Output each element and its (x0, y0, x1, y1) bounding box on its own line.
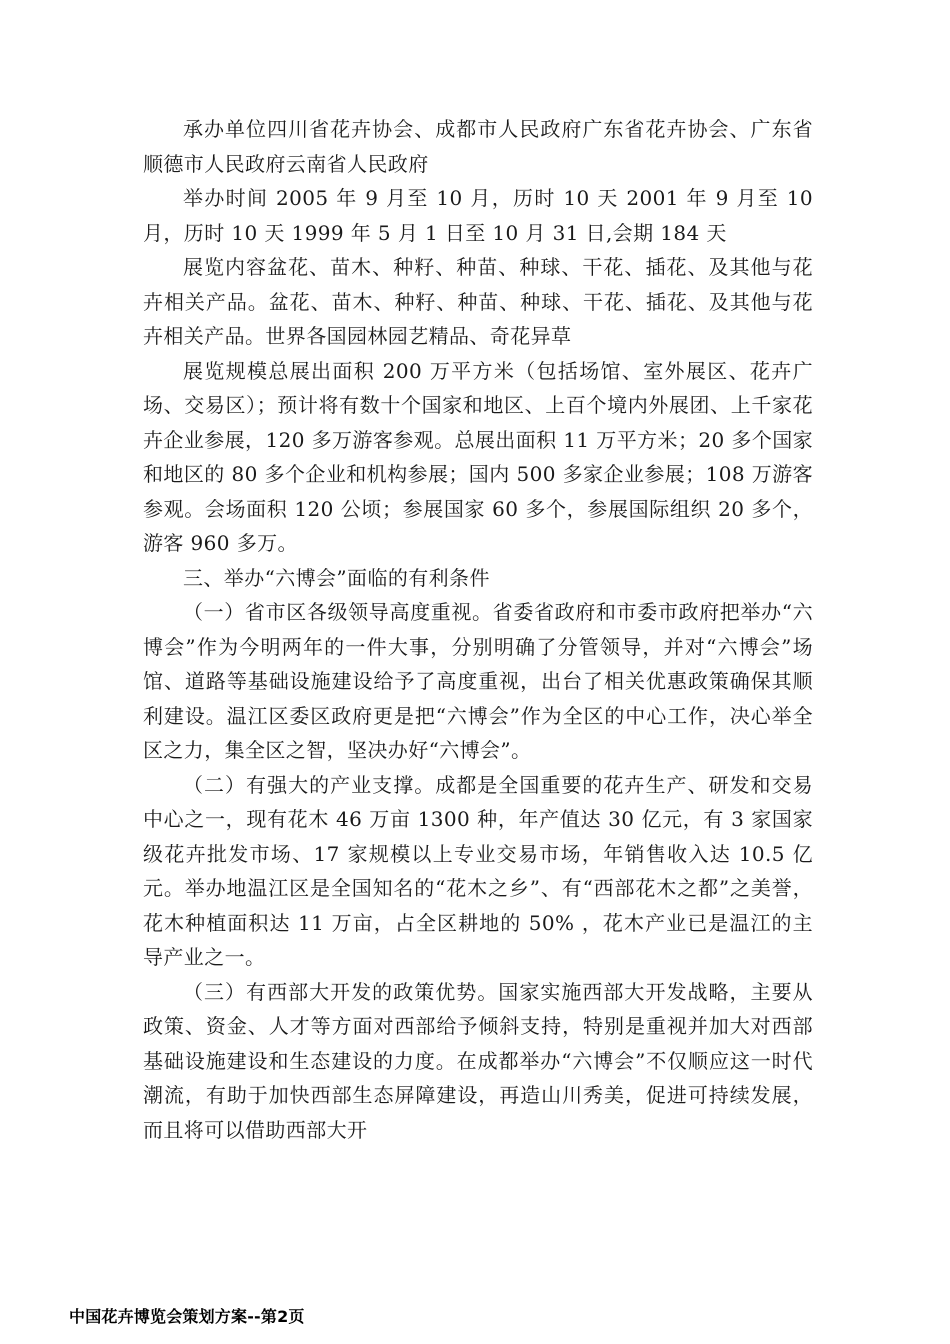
paragraph-industry: （二）有强大的产业支撑。成都是全国重要的花卉生产、研发和交易中心之一，现有花木 46 万亩 1300 种，年产值达 30 亿元，有 3 家国家级花卉批发市场、17 家规模以上专业交易市场，年销售收入达 10.5 亿元。举办地温江区是全国知名的“花木之乡”、有“西部花木之都”之美誉，花木种植面积达 11 万亩，占全区耕地的 50% ，花木产业已是温江的主导产业之一。 (143, 772, 813, 969)
paragraph-exhibits: 展览内容盆花、苗木、种籽、种苗、种球、干花、插花、及其他与花卉相关产品。盆花、苗木、种籽、种苗、种球、干花、插花、及其他与花卉相关产品。世界各国园林园艺精品、奇花异草 (143, 255, 813, 348)
paragraph-leadership: （一）省市区各级领导高度重视。省委省政府和市委市政府把举办“六博会”作为今明两年的一件大事，分别明确了分管领导，并对“六博会”场馆、道路等基础设施建设给予了高度重视，出台了相关优惠政策确保其顺利建设。温江区委区政府更是把“六博会”作为全区的中心工作，决心举全区之力，集全区之智，坚决办好“六博会”。 (143, 600, 813, 762)
document-body (143, 112, 813, 1147)
section-heading: 三、举办“六博会”面临的有利条件 (183, 565, 490, 590)
paragraph-policy: （三）有西部大开发的政策优势。国家实施西部大开发战略，主要从政策、资金、人才等方面对西部给予倾斜支持，特别是重视并加大对西部基础设施建设和生态建设的力度。在成都举办“六博会”不仅顺应这一时代潮流，有助于加快西部生态屏障建设，再造山川秀美，促进可持续发展，而且将可以借助西部大开 (143, 979, 813, 1142)
paragraph-scale: 展览规模总展出面积 200 万平方米（包括场馆、室外展区、花卉广场、交易区）；预计将有数十个国家和地区、上百个境内外展团、上千家花卉企业参展，120 多万游客参观。总展出面积 11 万平方米；20 多个国家和地区的 80 多个企业和机构参展；国内 500 多家企业参展；108 万游客参观。会场面积 120 公顷；参展国家 60 多个，参展国际组织 20 多个，游客 960 多万。 (143, 358, 813, 555)
paragraph-dates: 举办时间 2005 年 9 月至 10 月，历时 10 天 2001 年 9 月至 10 月，历时 10 天 1999 年 5 月 1 日至 10 月 31 日,会期 184 天 (143, 186, 813, 245)
paragraph-organizers: 承办单位四川省花卉协会、成都市人民政府广东省花卉协会、广东省顺德市人民政府云南省人民政府 (143, 117, 813, 176)
page-footer: 中国花卉博览会策划方案--第2页 (69, 1307, 305, 1326)
